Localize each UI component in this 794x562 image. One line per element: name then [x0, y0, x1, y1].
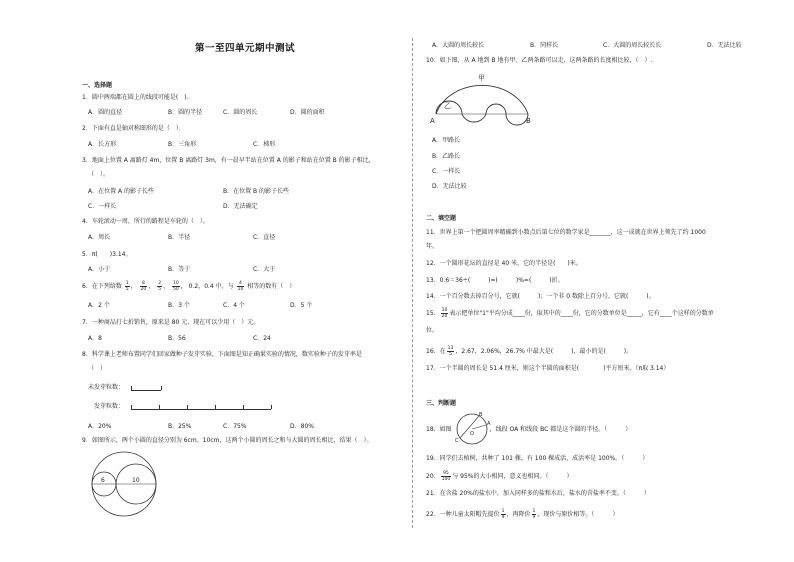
q5-option-a: A．小于 — [88, 266, 111, 273]
q20-suffix: 与 95%的大小相同，意义也相同。（ ） — [452, 473, 573, 480]
q6-fraction-ref: $\frac{4}{10}$ — [237, 281, 244, 292]
q10-option-c: C．一样长 — [432, 168, 461, 175]
q16-fraction: $\frac{13}{5}$ — [447, 346, 454, 357]
q2-option-a: A．长方形 — [88, 141, 117, 148]
q9-option-d: D．无法比较 — [707, 42, 742, 49]
q8-ungerminated-label: 未发芽粒数： — [88, 384, 125, 391]
q18-label-o: O — [470, 431, 474, 437]
question-11-cont: 年。 — [426, 243, 439, 250]
q22-suffix: ，现价与原价相等。（ ） — [537, 511, 619, 518]
q6-option-a: A．2 个 — [88, 302, 110, 309]
q6-suffix: 相等的数有（ ） — [247, 283, 296, 290]
question-21: 21．在含盐 20%的盐水中，加入同样多的盐和水后，盐水的含盐率不变。（ ） — [426, 490, 650, 497]
q1-option-c: C．圆的周长 — [223, 109, 258, 116]
q15-fraction: $\frac{10}{20}$ — [441, 308, 448, 319]
q5-option-c: C．大于 — [253, 266, 276, 273]
q7-option-c: C．24 — [253, 335, 271, 342]
page-title: 第一至四单元期中测试 — [195, 43, 296, 54]
question-13: 13．0.6＝36÷( )=( )%=( )折。 — [426, 277, 564, 284]
q8-option-b: B．25% — [168, 423, 192, 430]
q16-suffix: ，2.67，2.06%，26.7% 中最大是( )，最小的是( )。 — [455, 348, 633, 355]
question-16 — [426, 346, 632, 357]
column-divider — [412, 38, 413, 528]
q6-fraction-3: $\frac{2}{5}$ — [158, 281, 162, 292]
q10-label-jia: 甲 — [478, 74, 485, 82]
question-20 — [426, 471, 572, 482]
q6-fraction-4: $\frac{10}{50}$ — [173, 281, 179, 292]
q18-label-b: B — [479, 412, 483, 418]
q22-prefix: 22．一种儿童太阳帽先提价 — [426, 511, 500, 518]
q4-option-a: A．周长 — [88, 234, 111, 241]
q15-prefix: 15． — [426, 310, 440, 317]
question-10: 10．如下图，从 A 地到 B 地有甲、乙两条路可以走，这两条路的长度相比较，（ ）. — [426, 57, 653, 64]
q22-fraction-2: $\frac{1}{9}$ — [532, 509, 536, 520]
q9-circles-figure — [82, 452, 172, 522]
question-17: 17．一个半圆的周长是 51.4 厘米，则这个半圆的面积是( )平方厘米。（π取 3.14） — [426, 365, 670, 372]
q9-label-10: 10 — [132, 477, 140, 484]
question-15-cont: 位。 — [426, 327, 439, 334]
q9-option-c: C．大圆的周长较长长 — [603, 42, 662, 49]
q3-option-a: A．在位置 A 的影子长些 — [88, 188, 155, 195]
q9-option-a: A．大圆的周长较长 — [432, 42, 485, 49]
q22-middle: ，再降价 — [506, 511, 531, 518]
q2-option-b: B．三角形 — [168, 141, 197, 148]
q6-prefix: 6．在下列给数 — [82, 283, 122, 290]
q18-circle-figure — [452, 412, 492, 446]
question-8: 8．科学课上老师布置同学们回家做种子发芽实验，下面图是知正确果实验的情况，数实验种子的发芽率是 — [82, 351, 362, 358]
q18-suffix: ，线段 OA 和线段 BC 都是这个圆的半径。（ ） — [489, 426, 632, 433]
question-14: 14．一个百分数去掉百分号，它就( )；一个非 0 数除上百分号，它就( )。 — [426, 293, 655, 300]
q9-label-6: 6 — [101, 477, 105, 484]
q10-option-a: A．甲路长 — [432, 137, 461, 144]
q3-option-c: C．一样长 — [88, 203, 117, 210]
question-6: 6．在下列给数 $\frac{1}{5}$ ， $\frac{8}{20}$ ， $\frac{2}{5}$ ， $\frac{10}{50}$ ， 0.2，0.4 中，与 $\frac{4}{10}$ 相等的数有（ ） — [82, 281, 296, 292]
question-5: 5．π( )3.14。 — [82, 251, 132, 258]
q8-option-c: C．75% — [223, 423, 247, 430]
q6-middle: 0.2，0.4 中，与 — [188, 283, 234, 290]
q22-fraction-1: $\frac{1}{9}$ — [501, 509, 505, 520]
question-12: 12．一个圆形花坛的直径是 40 米，它的半径是( )米。 — [426, 260, 582, 267]
q10-path-figure — [426, 68, 538, 124]
q8-option-a: A．20% — [88, 423, 112, 430]
q10-label-b: B — [526, 117, 531, 125]
question-8-cont: （ ） — [88, 365, 107, 372]
q6-fraction-1: $\frac{1}{5}$ — [125, 281, 129, 292]
question-22 — [426, 509, 618, 520]
question-2: 2．下面有直是轴对称图形的是（ ）． — [82, 125, 185, 132]
question-19: 19．同学们去植树，共种了 101 棵，有 100 棵成活，成活率是 100%。（ ） — [426, 455, 649, 462]
q10-option-b: B．乙路长 — [432, 153, 461, 160]
question-1: 1．圆中两端都在圆上的线段可能是( )． — [82, 94, 193, 101]
q7-option-a: A．8 — [88, 335, 102, 342]
question-3-cont: （ ）。 — [88, 171, 110, 178]
q18-label-c: C — [455, 438, 459, 444]
q10-label-a: A — [430, 117, 435, 125]
q3-option-d: D．无法确定 — [223, 203, 258, 210]
q4-option-c: C．直径 — [253, 234, 276, 241]
q8-germinated-label: 发芽粒数： — [94, 403, 125, 410]
question-11: 11．世界上第一个把圆周率精确到小数点后第七位的数学家是_______，这一成就在世界上领先了约 1000 — [426, 229, 706, 236]
q8-ungerminated-tally — [131, 383, 161, 391]
question-3: 3．地面上位置 A 离路灯 4m，位置 B 离路灯 3m，有一晨早半站在位置 A 的影子和站在位置 B 的影子相比， — [82, 157, 375, 164]
q7-option-b: B．56 — [168, 335, 186, 342]
q8-option-d: D．80% — [290, 423, 314, 430]
q16-prefix: 16．在 — [426, 348, 446, 355]
q20-fraction: $\frac{95}{100}$ — [441, 471, 451, 482]
q15-suffix: 表示把单位"1"平均分成____份，取其中的____份，它的分数单位是_____，它有____个这样的分数单 — [449, 310, 714, 317]
q18-label-a: A — [487, 421, 491, 427]
question-4: 4．车轮滚动一周，所行的路程是车轮的（ ）。 — [82, 218, 209, 225]
q18-prefix: 18．如图 — [426, 426, 452, 433]
q6-fraction-2: $\frac{8}{20}$ — [140, 281, 147, 292]
q1-option-d: D．圆的面积 — [290, 109, 325, 116]
q6-option-b: B．3 个 — [168, 302, 190, 309]
q5-option-b: B．等于 — [168, 266, 191, 273]
q9-option-b: B．同样长 — [530, 42, 559, 49]
q6-option-d: D．5 个 — [290, 302, 313, 309]
section-fill-heading: 二、填空题 — [426, 215, 457, 222]
q1-option-b: B．圆的半径 — [168, 109, 203, 116]
q8-germinated-tally — [131, 402, 271, 410]
q6-option-c: C．4 个 — [223, 302, 245, 309]
q1-option-a: A．圆的直径 — [88, 109, 123, 116]
section-choice-heading: 一、选择题 — [82, 82, 113, 89]
q20-prefix: 20． — [426, 473, 440, 480]
q3-option-b: B．在位置 B 的影子长些 — [223, 188, 290, 195]
q10-option-d: D．无法比较 — [432, 183, 467, 190]
q4-option-b: B．半径 — [168, 234, 191, 241]
question-7: 7．一种商品打七折销售，原来是 80 元，现在可以少用（ ）元。 — [82, 319, 260, 326]
question-9: 9．如图所示，两个小圆的直径分别为 6cm、10cm，这两个小圆的周长之和与大圆的周长相比，结果（ ）。 — [82, 437, 373, 444]
section-judge-heading: 三、判断题 — [426, 400, 457, 407]
q10-label-yi: 乙 — [444, 102, 451, 110]
q2-option-c: C．梯形 — [253, 141, 276, 148]
question-15 — [426, 308, 714, 319]
